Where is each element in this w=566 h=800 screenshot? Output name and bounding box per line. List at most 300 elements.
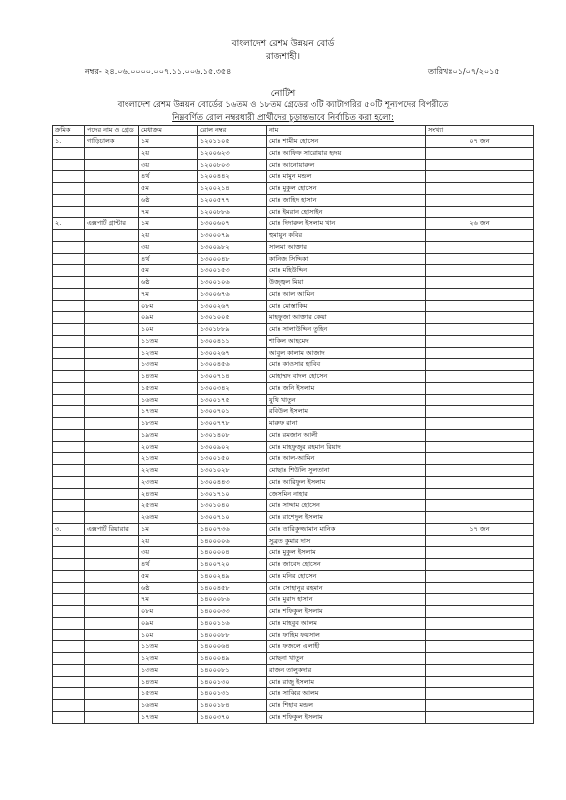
name-cell: কানিজ সিদ্দিকা (267, 253, 426, 265)
count-cell (426, 206, 534, 218)
post-cell (85, 418, 139, 430)
roll-cell: ১৩০০৩৪২ (198, 382, 267, 394)
count-cell (426, 288, 534, 300)
table-row (53, 406, 534, 418)
merit-cell: ১ম (139, 218, 198, 230)
memo-number: নম্বর- ২৪.০৬.০০০০.০০৭.১১.০০৬.১৫.৩৫৪ (85, 67, 232, 76)
post-cell (85, 629, 139, 641)
serial-cell (53, 300, 85, 312)
column-header-roll: রোল নম্বর (198, 126, 267, 136)
merit-cell: ১ম (139, 136, 198, 148)
merit-cell: ১৭তম (139, 406, 198, 418)
name-cell: মোঃ মুকুল হোসেন (267, 183, 426, 195)
name-cell: হুমায়ুন কবির (267, 230, 426, 242)
roll-cell: ১৩০০২৬৭ (198, 347, 267, 359)
count-cell (426, 594, 534, 606)
name-cell: মোঃ ইমরান হোসাইন (267, 206, 426, 218)
post-cell (85, 147, 139, 159)
roll-cell: ১৪০০০৬৪ (198, 641, 267, 653)
post-cell (85, 382, 139, 394)
table-row (53, 183, 534, 195)
count-cell (426, 335, 534, 347)
merit-cell: ৪র্থ (139, 171, 198, 183)
roll-cell: ১৩০০৭০১ (198, 406, 267, 418)
name-cell: সালমা আক্তার (267, 241, 426, 253)
serial-cell (53, 288, 85, 300)
table-row (53, 547, 534, 559)
name-cell: শাকিল আহমেদ (267, 335, 426, 347)
post-cell (85, 265, 139, 277)
table-row (53, 136, 534, 148)
post-cell (85, 500, 139, 512)
merit-cell: ১ম (139, 523, 198, 535)
merit-cell: ১৮তম (139, 418, 198, 430)
roll-cell: ১৪০০৭২০ (198, 559, 267, 571)
count-cell (426, 688, 534, 700)
serial-cell (53, 241, 85, 253)
serial-cell (53, 617, 85, 629)
table-row (53, 241, 534, 253)
table-body (53, 136, 534, 724)
serial-cell (53, 324, 85, 336)
serial-cell (53, 418, 85, 430)
roll-cell: ১৪০০১৮৪ (198, 700, 267, 712)
roll-cell: ১৪০০০৩৩ (198, 606, 267, 618)
post-cell (85, 171, 139, 183)
table-row (53, 617, 534, 629)
merit-cell: ১৩তম (139, 359, 198, 371)
merit-cell: ৩য় (139, 547, 198, 559)
roll-cell: ১৩০০০৭৯ (198, 230, 267, 242)
table-row (53, 700, 534, 712)
table-row (53, 559, 534, 571)
merit-cell: ২য় (139, 535, 198, 547)
table-row (53, 664, 534, 676)
name-cell: মোঃ জাহিদ হাসান (267, 194, 426, 206)
notice-title: নোটিশ (270, 89, 296, 99)
merit-cell: ০৮ম (139, 300, 198, 312)
name-cell: মোঃ সাব্বির আলম (267, 688, 426, 700)
serial-cell (53, 371, 85, 383)
merit-cell: ১২তম (139, 653, 198, 665)
table-row (53, 582, 534, 594)
name-cell: মোঃ রাশেদুল ইসলাম (267, 512, 426, 524)
merit-cell: ১১তম (139, 335, 198, 347)
post-cell (85, 312, 139, 324)
roll-cell: ১৩০০১৭৫ (198, 394, 267, 406)
post-cell (85, 512, 139, 524)
serial-cell (53, 183, 85, 195)
merit-cell: ২য় (139, 147, 198, 159)
name-cell: মোঃ সাদ্দাম হোসেন (267, 500, 426, 512)
serial-cell (53, 465, 85, 477)
post-cell (85, 641, 139, 653)
name-cell: জেসমিন নাহার (267, 488, 426, 500)
merit-cell: ২৬তম (139, 512, 198, 524)
merit-cell: ১৪তম (139, 676, 198, 688)
merit-cell: ১৯তম (139, 429, 198, 441)
serial-cell (53, 147, 85, 159)
post-cell (85, 429, 139, 441)
merit-cell: ২য় (139, 230, 198, 242)
roll-cell: ১২০০৮০৩ (198, 159, 267, 171)
name-cell: মোঃ জাবেদ হোসেন (267, 559, 426, 571)
roll-cell: ১৩০০৭১০ (198, 512, 267, 524)
merit-cell: ২৫তম (139, 500, 198, 512)
roll-cell: ১৪০০৪৫৮ (198, 582, 267, 594)
roll-cell: ১৩০১০২৮ (198, 465, 267, 477)
post-cell (85, 371, 139, 383)
table-row (53, 171, 534, 183)
post-cell (85, 230, 139, 242)
merit-cell: ৫ম (139, 183, 198, 195)
name-cell: মোঃ শফিকুল ইসলাম (267, 711, 426, 723)
table-row (53, 570, 534, 582)
post-cell (85, 664, 139, 676)
serial-cell (53, 194, 85, 206)
serial-cell (53, 206, 85, 218)
table-row (53, 194, 534, 206)
roll-cell: ১২০১১০৫ (198, 136, 267, 148)
roll-cell: ১২০০৬২৩ (198, 147, 267, 159)
name-cell: মোঃ শফিকুল ইসলাম (267, 606, 426, 618)
serial-cell: ২. (53, 218, 85, 230)
roll-cell: ১৪০০০০৪ (198, 547, 267, 559)
serial-cell (53, 547, 85, 559)
post-cell (85, 476, 139, 488)
serial-cell (53, 582, 85, 594)
merit-cell: ৭ম (139, 594, 198, 606)
table-row (53, 230, 534, 242)
name-cell: মোঃ মাহবুব আলম (267, 617, 426, 629)
name-cell: মোঃ ফজলে এলাহী (267, 641, 426, 653)
table-row (53, 359, 534, 371)
roll-cell: ১৩০১০৪০ (198, 500, 267, 512)
table-row (53, 382, 534, 394)
name-cell: মোঃ মোস্তাকিম (267, 300, 426, 312)
roll-cell: ১৪০০০৪৯ (198, 653, 267, 665)
count-cell (426, 500, 534, 512)
name-cell: মোঃ দিদারুল ইসলাম খান (267, 218, 426, 230)
roll-cell: ১৪০০০৮৮ (198, 629, 267, 641)
count-cell (426, 488, 534, 500)
serial-cell (53, 312, 85, 324)
roll-cell: ১৪০০০৮১ (198, 664, 267, 676)
merit-cell: ১৩তম (139, 664, 198, 676)
table-row (53, 371, 534, 383)
serial-cell (53, 476, 85, 488)
post-cell (85, 570, 139, 582)
roll-cell: ১৪০০০০৬ (198, 535, 267, 547)
roll-cell: ১২০০৪৪২ (198, 171, 267, 183)
count-cell (426, 476, 534, 488)
serial-cell (53, 629, 85, 641)
post-cell (85, 488, 139, 500)
count-cell (426, 347, 534, 359)
table-row (53, 641, 534, 653)
table-row (53, 159, 534, 171)
roll-cell: ১৪০০১৩১ (198, 688, 267, 700)
name-cell: সুব্রত কুমার দাস (267, 535, 426, 547)
serial-cell (53, 394, 85, 406)
serial-cell (53, 230, 85, 242)
post-cell (85, 547, 139, 559)
name-cell: মোছনা খাতুন (267, 653, 426, 665)
roll-cell: ১৩০০৬৭৬ (198, 288, 267, 300)
merit-cell: ০৮ম (139, 606, 198, 618)
post-cell (85, 700, 139, 712)
roll-cell: ১৪০০০৮৬ (198, 594, 267, 606)
name-cell: মোঃ আল-আমিন (267, 453, 426, 465)
serial-cell (53, 441, 85, 453)
count-cell (426, 606, 534, 618)
table-row (53, 335, 534, 347)
count-cell (426, 183, 534, 195)
serial-cell (53, 653, 85, 665)
merit-cell: ৬ষ্ঠ (139, 194, 198, 206)
roll-cell: ১৩০০৯৮২ (198, 241, 267, 253)
count-cell (426, 277, 534, 289)
post-cell (85, 406, 139, 418)
roll-cell: ১৩০০৭১৪ (198, 371, 267, 383)
count-cell (426, 406, 534, 418)
name-cell: মোঃ মহিউদ্দিন (267, 265, 426, 277)
table-row (53, 288, 534, 300)
serial-cell (53, 559, 85, 571)
merit-cell: ২১তম (139, 453, 198, 465)
post-cell (85, 206, 139, 218)
count-cell (426, 547, 534, 559)
serial-cell (53, 594, 85, 606)
count-cell (426, 241, 534, 253)
table-row (53, 500, 534, 512)
merit-cell: ৩য় (139, 159, 198, 171)
table-row (53, 147, 534, 159)
count-cell (426, 312, 534, 324)
name-cell: রবিউল ইসলাম (267, 406, 426, 418)
roll-cell: ১৪০০১১৬ (198, 617, 267, 629)
name-cell: রাজন তালুকদার (267, 664, 426, 676)
name-cell: মোঃ মামুন মন্ডল (267, 171, 426, 183)
name-cell: মোঃ মুকুল ইসলাম (267, 547, 426, 559)
serial-cell (53, 171, 85, 183)
name-cell: মোঃ মাহফুজুর রহমান রিয়াদ (267, 441, 426, 453)
count-cell (426, 147, 534, 159)
roll-cell: ১৩০১৮৮৯ (198, 324, 267, 336)
serial-cell (53, 641, 85, 653)
count-cell (426, 159, 534, 171)
roll-cell: ১৩০০৪১১ (198, 335, 267, 347)
merit-cell: ১৫তম (139, 688, 198, 700)
post-cell (85, 711, 139, 723)
merit-cell: ১২তম (139, 347, 198, 359)
count-cell (426, 441, 534, 453)
merit-cell: ৫ম (139, 265, 198, 277)
count-cell (426, 394, 534, 406)
post-cell (85, 617, 139, 629)
roll-cell: ১৩০১০০৫ (198, 312, 267, 324)
table-row (53, 312, 534, 324)
count-cell: ১৭ জন (426, 523, 534, 535)
table-row (53, 441, 534, 453)
post-cell (85, 594, 139, 606)
table-row (53, 429, 534, 441)
name-cell: মোঃ সোহানুর রহমান (267, 582, 426, 594)
serial-cell (53, 700, 85, 712)
roll-cell: ১৩০০১৫০ (198, 453, 267, 465)
post-cell (85, 559, 139, 571)
results-table (52, 125, 534, 724)
table-row (53, 206, 534, 218)
name-cell: মোছাঃ শিউলি সুলতানা (267, 465, 426, 477)
table-row (53, 265, 534, 277)
count-cell (426, 230, 534, 242)
merit-cell: ০৯ম (139, 617, 198, 629)
org-city: রাজশাহী। (265, 52, 301, 62)
roll-cell: ১৩০০১০৬ (198, 277, 267, 289)
serial-cell (53, 500, 85, 512)
merit-cell: ৫ম (139, 570, 198, 582)
roll-cell: ১৩০০৬০৭ (198, 218, 267, 230)
count-cell (426, 265, 534, 277)
table-header-row (53, 126, 534, 136)
roll-cell: ১৩০১৭১০ (198, 488, 267, 500)
roll-cell: ১৩০০০৪৮ (198, 253, 267, 265)
merit-cell: ৪র্থ (139, 559, 198, 571)
count-cell (426, 700, 534, 712)
count-cell (426, 559, 534, 571)
name-cell: যুথি খাতুন (267, 394, 426, 406)
name-cell: মোহাম্মদ বাদল হোসেন (267, 371, 426, 383)
serial-cell (53, 347, 85, 359)
post-cell: এক্সপার্ট গ্রান্টার (85, 218, 139, 230)
roll-cell: ১৩০০৭৭৮ (198, 418, 267, 430)
name-cell: মোঃ মনির হোসেন (267, 570, 426, 582)
name-cell: মোঃ ফাহিম ফয়সাল (267, 629, 426, 641)
name-cell: মোঃ মুরাদ হাসান (267, 594, 426, 606)
table-row (53, 512, 534, 524)
merit-cell: ২২তম (139, 465, 198, 477)
table-row (53, 535, 534, 547)
serial-cell (53, 359, 85, 371)
roll-cell: ১৩০১৪০৮ (198, 429, 267, 441)
serial-cell (53, 688, 85, 700)
post-cell (85, 582, 139, 594)
serial-cell (53, 664, 85, 676)
merit-cell: ৭ম (139, 206, 198, 218)
roll-cell: ১৩০০১৫৩ (198, 265, 267, 277)
name-cell: উজ্জ্বল মিয়া (267, 277, 426, 289)
count-cell (426, 324, 534, 336)
merit-cell: ১৬তম (139, 700, 198, 712)
post-cell: এক্সপার্ট রিয়ারার (85, 523, 139, 535)
column-header-serial: ক্রমিক (53, 126, 85, 136)
serial-cell (53, 570, 85, 582)
merit-cell: ৪র্থ (139, 253, 198, 265)
merit-cell: ২৩তম (139, 476, 198, 488)
count-cell: ২৬ জন (426, 218, 534, 230)
merit-cell: ০৯ম (139, 312, 198, 324)
roll-cell: ১২০০৫৭৭ (198, 194, 267, 206)
post-cell (85, 253, 139, 265)
serial-cell (53, 488, 85, 500)
count-cell (426, 629, 534, 641)
merit-cell: ১০ম (139, 324, 198, 336)
table-row (53, 253, 534, 265)
name-cell: মোঃ আফিফ সারোয়ার হৃদয় (267, 147, 426, 159)
table-row (53, 653, 534, 665)
count-cell (426, 664, 534, 676)
merit-cell: ২৪তম (139, 488, 198, 500)
name-cell: মোঃ রাজু ইসলাম (267, 676, 426, 688)
name-cell: আবুল কালাম আজাদ (267, 347, 426, 359)
count-cell (426, 429, 534, 441)
name-cell: মোঃ আল আমিন (267, 288, 426, 300)
subject-line-2: নিম্নবর্ণিত রোল নম্বরধারী প্রার্থীদের চূড়ান্তভাবে নির্বাচিত করা হলো: (172, 113, 394, 123)
count-cell (426, 194, 534, 206)
column-header-count: সংখ্যা (426, 126, 534, 136)
post-cell (85, 453, 139, 465)
table-row (53, 300, 534, 312)
table-row (53, 594, 534, 606)
count-cell: ০৭ জন (426, 136, 534, 148)
table-row (53, 277, 534, 289)
count-cell (426, 512, 534, 524)
post-cell (85, 335, 139, 347)
post-cell (85, 688, 139, 700)
roll-cell: ১৩০০৯০২ (198, 441, 267, 453)
count-cell (426, 453, 534, 465)
count-cell (426, 711, 534, 723)
merit-cell: ১১তম (139, 641, 198, 653)
post-cell (85, 194, 139, 206)
table-row (53, 488, 534, 500)
name-cell: মোঃ আরিফুল ইসলাম (267, 476, 426, 488)
serial-cell (53, 335, 85, 347)
table-row (53, 218, 534, 230)
post-cell (85, 300, 139, 312)
serial-cell (53, 159, 85, 171)
serial-cell (53, 512, 85, 524)
count-cell (426, 570, 534, 582)
serial-cell (53, 711, 85, 723)
table-row (53, 606, 534, 618)
merit-cell: ১৬তম (139, 394, 198, 406)
count-cell (426, 359, 534, 371)
table-row (53, 476, 534, 488)
merit-cell: ১৭তম (139, 711, 198, 723)
table-row (53, 465, 534, 477)
post-cell: গাড়িচালক (85, 136, 139, 148)
serial-cell (53, 535, 85, 547)
post-cell (85, 183, 139, 195)
name-cell: মোঃ সালাউদ্দিন তুহিন (267, 324, 426, 336)
merit-cell: ৩য় (139, 241, 198, 253)
serial-cell (53, 676, 85, 688)
merit-cell: ৭ম (139, 288, 198, 300)
count-cell (426, 371, 534, 383)
table-row (53, 453, 534, 465)
column-header-post: পদের নাম ও গ্রেড (85, 126, 139, 136)
roll-cell: ১৩০০২৬৭ (198, 300, 267, 312)
table-row (53, 418, 534, 430)
name-cell: মোঃ জনি ইসলাম (267, 382, 426, 394)
post-cell (85, 606, 139, 618)
count-cell (426, 582, 534, 594)
serial-cell (53, 277, 85, 289)
merit-cell: ৬ষ্ঠ (139, 582, 198, 594)
column-header-name: নাম (267, 126, 426, 136)
